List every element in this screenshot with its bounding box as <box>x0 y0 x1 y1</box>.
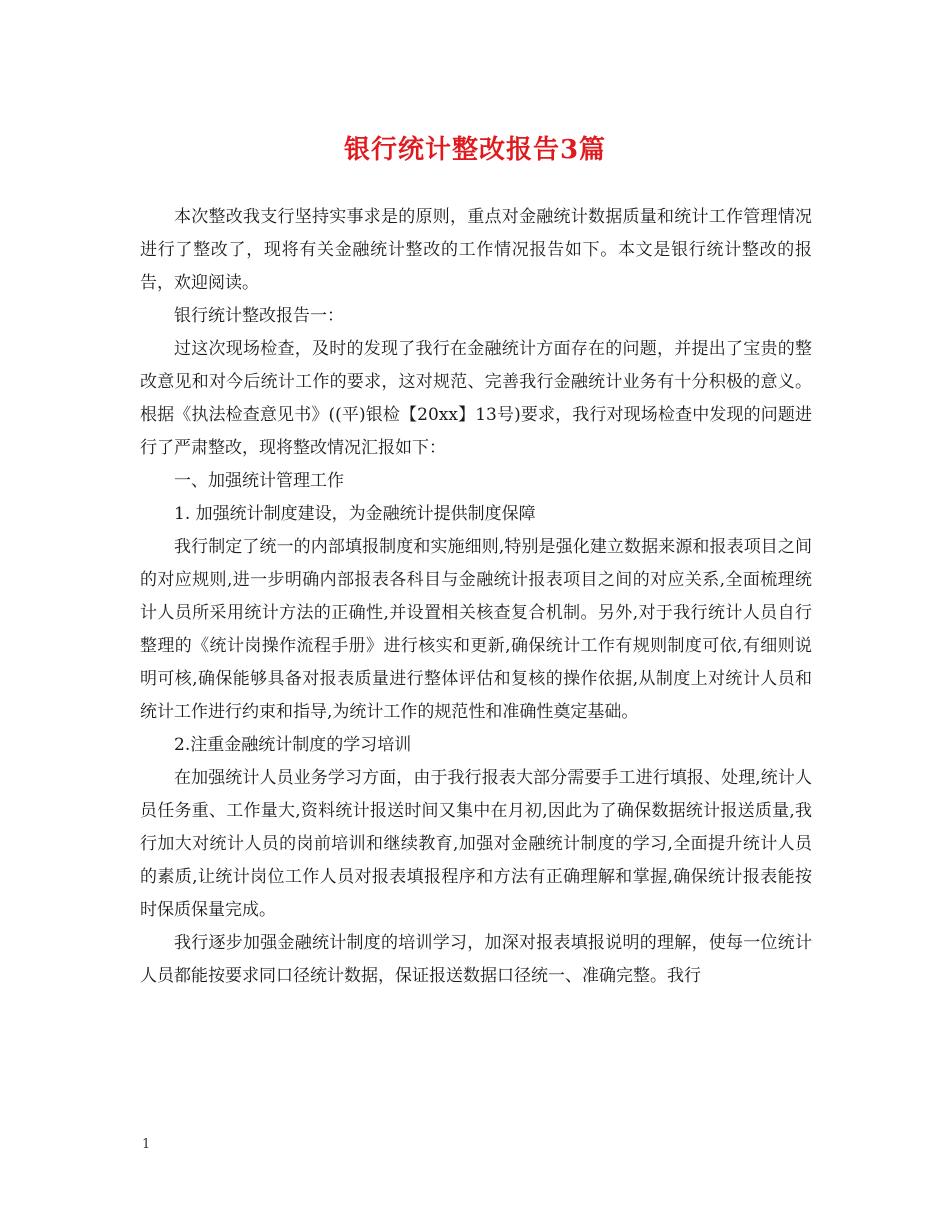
paragraph-system-building: 我行制定了统一的内部填报制度和实施细则,特别是强化建立数据来源和报表项目之间的对应规则,进一步明确内部报表各科目与金融统计报表项目之间的对应关系,全面梳理统计人员所采用统计方法的正确性,并设置相关核查复合机制。另外,对于我行统计人员自行整理的《统计岗操作流程手册》进行核实和更新,确保统计工作有规则制度可依,有细则说明可核,确保能够具备对报表质量进行整体评估和复核的操作依据,从制度上对统计人员和统计工作进行约束和指导,为统计工作的规范性和准确性奠定基础。 <box>140 537 812 722</box>
paragraph-inspection: 过这次现场检查，及时的发现了我行在金融统计方面存在的问题，并提出了宝贵的整改意见和对今后统计工作的要求，这对规范、完善我行金融统计业务有十分积极的意义。根据《执法检查意见书》((平)银检【20xx】13号)要求，我行对现场检查中发现的问题进行了严肃整改，现将整改情况汇报如下： <box>140 339 812 458</box>
document-body <box>140 201 812 993</box>
subsection-heading-1: 1. 加强统计制度建设，为金融统计提供制度保障 <box>174 504 536 524</box>
subsection-heading-2: 2.注重金融统计制度的学习培训 <box>174 735 412 755</box>
paragraph-report-one-heading: 银行统计整改报告一： <box>174 306 344 326</box>
paragraph-intro: 本次整改我支行坚持实事求是的原则，重点对金融统计数据质量和统计工作管理情况进行了整改了，现将有关金融统计整改的工作情况报告如下。本文是银行统计整改的报告，欢迎阅读。 <box>140 207 812 293</box>
paragraph-training-continued: 我行逐步加强金融统计制度的培训学习，加深对报表填报说明的理解，使每一位统计人员都能按要求同口径统计数据，保证报送数据口径统一、准确完整。我行 <box>140 933 812 986</box>
paragraph-training: 在加强统计人员业务学习方面，由于我行报表大部分需要手工进行填报、处理,统计人员任务重、工作量大,资料统计报送时间又集中在月初,因此为了确保数据统计报送质量,我行加大对统计人员的岗前培训和继续教育,加强对金融统计制度的学习,全面提升统计人员的素质,让统计岗位工作人员对报表填报程序和方法有正确理解和掌握,确保统计报表能按时保质保量完成。 <box>140 768 812 920</box>
section-heading-1: 一、加强统计管理工作 <box>174 471 344 491</box>
page-number: 1 <box>142 1137 151 1152</box>
document-title: 银行统计整改报告3篇 <box>343 135 607 165</box>
